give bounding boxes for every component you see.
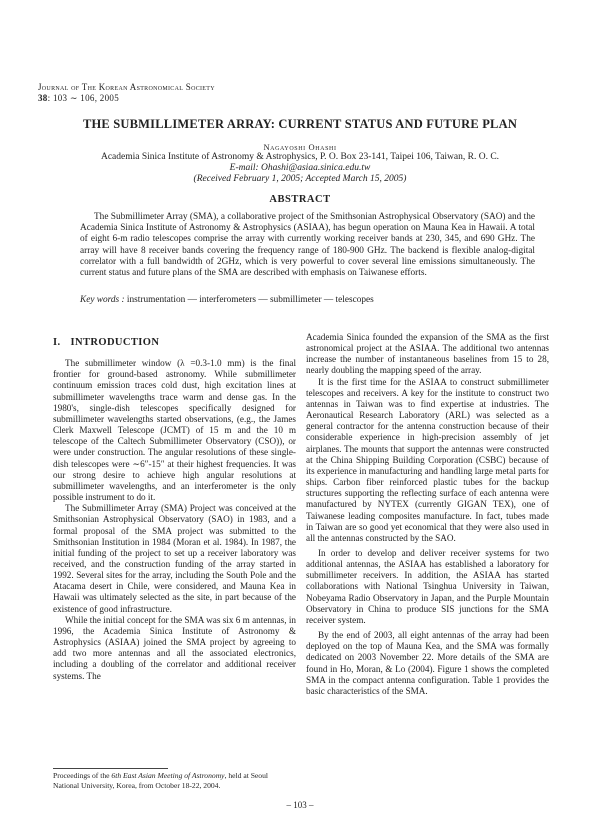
affiliation-block (0, 152, 600, 185)
section-heading (53, 337, 296, 348)
page-number: – 103 – (286, 800, 314, 810)
right-column (306, 332, 549, 697)
keywords-label: Key words : (80, 295, 125, 305)
keywords-list: instrumentation — interferometers — submillimeter — telescopes (124, 295, 374, 305)
paragraph: It is the first time for the ASIAA to construct submillimeter telescopes and receivers. A key for the institute to construct two antennas in Taiwan was to find expertise at industries. The Aeronautical Research Laboratory (ARL) was selected as a general contractor for the antenna construction because of their considerable experience in high-precision assembly of jet airplanes. The mounts that support the antennas were constructed at the China Shipping Building Corporation (CSBC) because of its experience in manufacturing and handling large metal parts for ships. Carbon fiber reinforced plastic tubes for the backup structures supporting the reflecting surface of each antenna were manufactured by NYTEX (currently GIGAN TEX), one of Taiwanese leading composites manufacture. In fact, tubes made in Taiwan are so good yet economical that they were also used in all the antennas constructed by the SAO. (306, 376, 549, 543)
received-dates: (Received February 1, 2005; Accepted March 15, 2005) (193, 174, 407, 184)
footnote-suffix: , held at Seoul National University, Korea, from October 18-22, 2004. (53, 771, 269, 790)
footnote-rule (53, 768, 168, 769)
paragraph: The submillimeter window (λ =0.3-1.0 mm) is the final frontier for ground-based astronomy. While submillimeter continuum emission traces cold dust, high excitation lines at submillimeter wavelengths trace warm and dense gas. In the 1980's, single-dish telescopes specifically designed for submillimeter wavelengths started observations, (e.g., the James Clerk Maxwell Telescope (JCMT) of 15 m and the 10 m telescope of the Caltech Submillimeter Observatory (CSO)), or were under construction. The angular resolutions of these single-dish telescopes were ∼6″-15″ at their highest frequencies. It was our strong desire to achieve high angular resolutions at submillimeter wavelengths, and an interferometer is the only possible instrument to do it. (53, 358, 296, 503)
journal-name: Journal of The Korean Astronomical Society (38, 82, 215, 92)
footnote-meeting: 6th East Asian Meeting of Astronomy (111, 771, 225, 780)
paragraph: While the initial concept for the SMA was six 6 m antennas, in 1996, the Academia Sinica Institute of Astronomy & Astrophysics (ASIAA) joined the SMA project by agreeing to add two more antennas and all the associated electronics, including a doubling of the correlator and additional receiver systems. The (53, 614, 296, 681)
paragraph: In order to develop and deliver receiver systems for two additional antennas, the ASIAA has established a laboratory for submillimeter receivers. In addition, the ASIAA has started collaborations with National Tsinghua University in Taiwan, Nobeyama Radio Observatory in Japan, and the Purple Mountain Observatory in China to produce SIS junctions for the SMA receiver system. (306, 547, 549, 625)
journal-citation (38, 93, 215, 104)
affiliation: Academia Sinica Institute of Astronomy & Astrophysics, P. O. Box 23-141, Taipei 106, Taiwan, R. O. C. (100, 152, 500, 162)
keywords (80, 295, 535, 305)
footnote (53, 771, 296, 790)
journal-pages: : 103 ∼ 106, 2005 (47, 93, 120, 103)
journal-volume: 38 (38, 93, 48, 103)
author-name: Nagayoshi Ohashi (263, 142, 337, 152)
left-column (53, 332, 296, 682)
paragraph: By the end of 2003, all eight antennas of the array had been deployed on the top of Mauna Kea, and the SMA was formally dedicated on 2003 November 22. More details of the SMA are found in Ho, Moran, & Lo (2004). Figure 1 shows the completed SMA in the compact antenna configuration. Table 1 provides the basic characteristics of the SMA. (306, 630, 549, 696)
email-address: E-mail: Ohashi@asiaa.sinica.edu.tw (229, 163, 371, 173)
paper-title: THE SUBMILLIMETER ARRAY: CURRENT STATUS AND FUTURE PLAN (82, 117, 518, 131)
journal-header (38, 82, 215, 104)
footnote-prefix: Proceedings of the (53, 771, 112, 780)
section-title: INTRODUCTION (70, 337, 160, 348)
abstract-text: The Submillimeter Array (SMA), a collaborative project of the Smithsonian Astrophysical Observatory (SAO) and the Academia Sinica Institute of Astronomy & Astrophysics (ASIAA), has begun operation on Mauna Kea in Hawaii. A total of eight 6-m radio telescopes comprise the array with currently working receiver bands at 230, 345, and 690 GHz. The array will have 8 receiver bands covering the frequency range of 180-900 GHz. The backend is flexible analog-digital correlator with a full bandwidth of 2GHz, which is very powerful to cover several line emissions simultaneously. The current status and future plans of the SMA are described with emphasis on Taiwanese efforts. (80, 212, 535, 279)
paragraph: The Submillimeter Array (SMA) Project was conceived at the Smithsonian Astrophysical Observatory (SAO) in 1983, and a formal proposal of the SMA project was submitted to the Smithsonian Institution in 1984 (Moran et al. 1984). In 1987, the initial funding of the project to set up a receiver laboratory was received, and the construction funding of the array started in 1992. Several sites for the array, including the South Pole and the Atacama desert in Chile, were considered, and Mauna Kea in Hawaii was ultimately selected as the site, in part because of the existence of good infrastructure. (53, 503, 296, 614)
paragraph: Academia Sinica founded the expansion of the SMA as the first astronomical project at the ASIAA. The additional two antennas increase the number of instantaneous baselines from 15 to 28, nearly doubling the mapping speed of the array. (306, 332, 549, 376)
section-number: I. (53, 337, 61, 348)
abstract-heading: ABSTRACT (269, 194, 331, 205)
